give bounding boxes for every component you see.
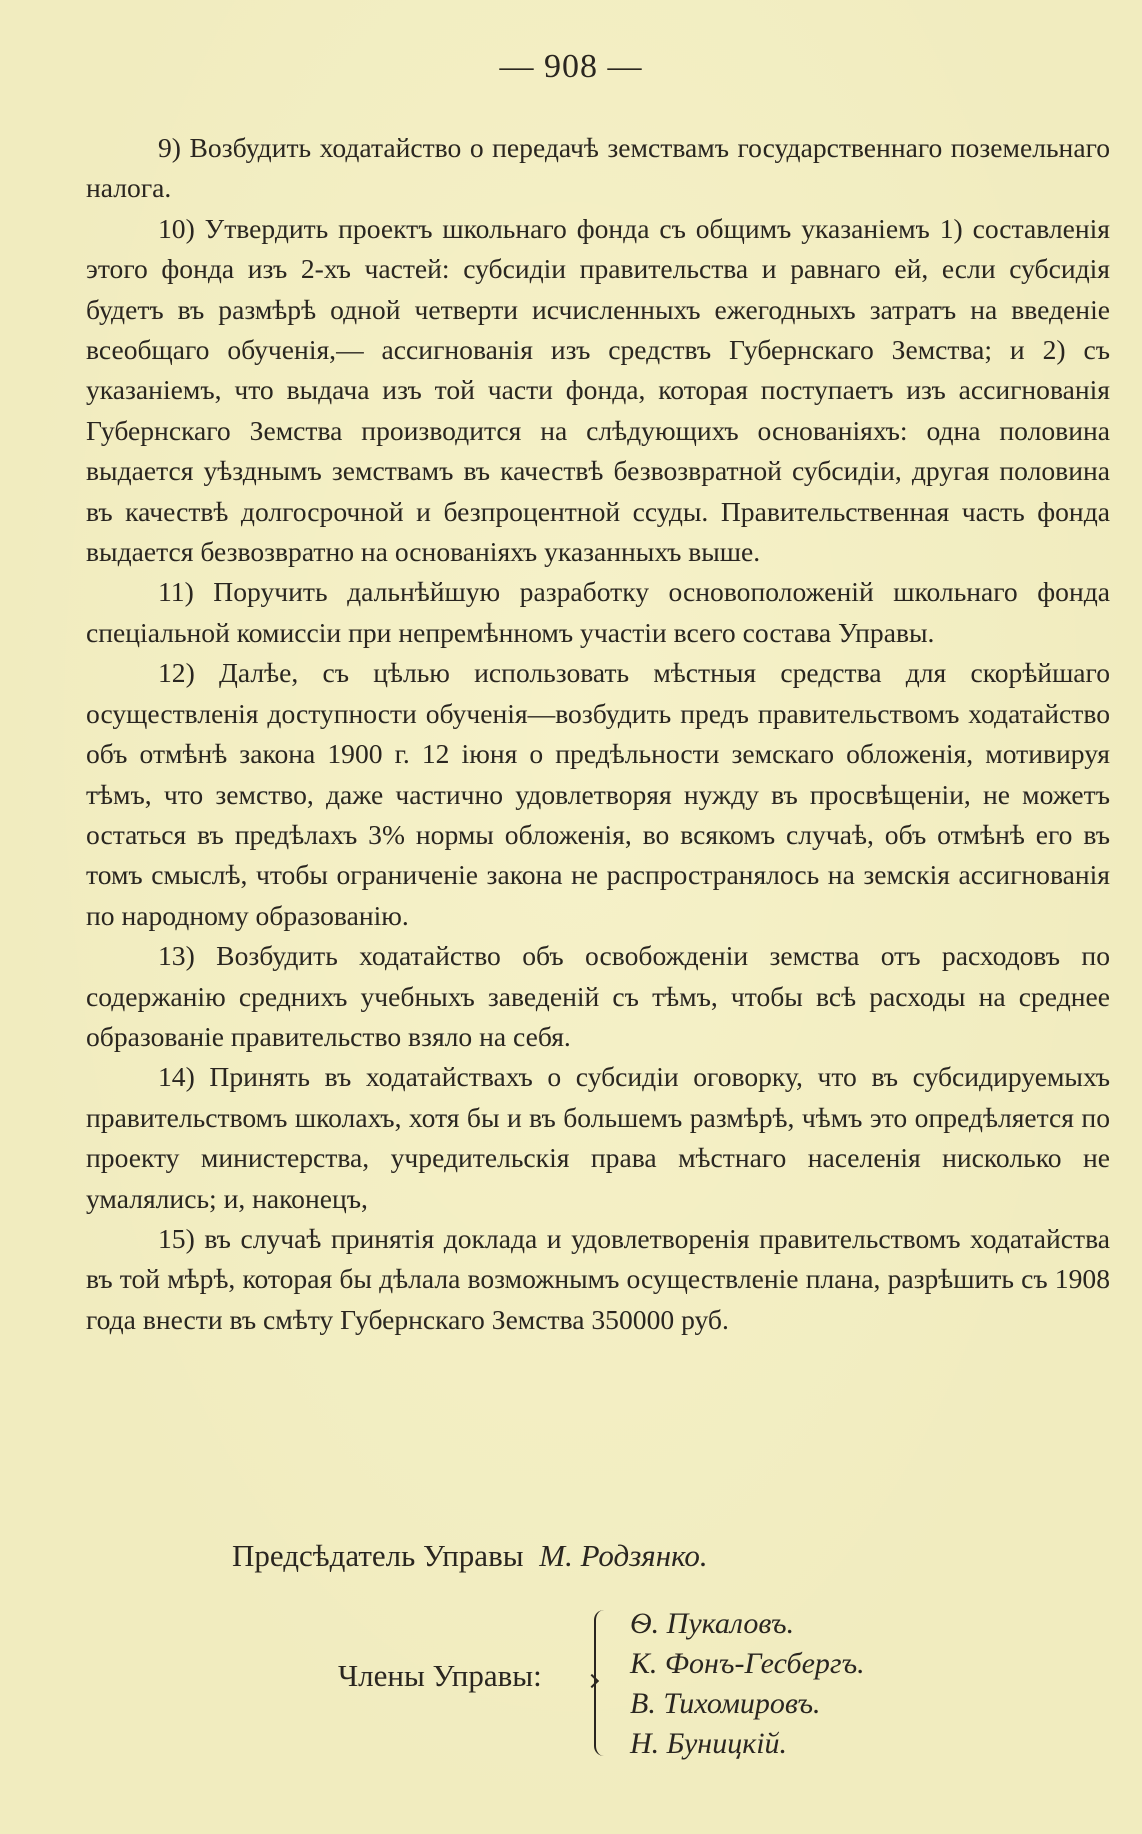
paragraph-item-9: 9) Возбудить ходатайство о передачѣ земствамъ государственнаго поземельнаго налога.: [86, 132, 1110, 204]
paragraph-item-15: 15) въ случаѣ принятія доклада и удовлетворенія правительствомъ ходатайства въ той мѣрѣ, которая бы дѣлала возможнымъ осуществленіе плана, разрѣшить съ 1908 года внести въ смѣту Губернскаго Земства 350000 руб.: [86, 1222, 1110, 1335]
left-brace: [594, 1610, 608, 1756]
members-label: Члены Управы:: [338, 1658, 542, 1693]
chairman-signature: [232, 1538, 708, 1574]
paragraph-item-14: 14) Принять въ ходатайствахъ о субсидіи оговорку, что въ субсидируемыхъ правительствомъ школахъ, хотя бы и въ большемъ размѣрѣ, чѣмъ это опредѣляется по проекту министерства, учредительскія права мѣстнаго населенія нисколько не умалялись; и, наконецъ,: [86, 1061, 1110, 1214]
member-name: К. Фонъ-Гесбергъ.: [630, 1647, 865, 1680]
board-members: [338, 1604, 958, 1764]
member-name: В. Тихомировъ.: [630, 1687, 821, 1720]
member-name: Н. Буницкій.: [630, 1727, 788, 1760]
paragraph-item-11: 11) Поручить дальнѣйшую разработку основоположеній школьнаго фонда спеціальной комиссіи при непремѣнномъ участіи всего состава Управы.: [86, 576, 1110, 648]
paragraph-item-12: 12) Далѣе, съ цѣлью использовать мѣстныя средства для скорѣйшаго осуществленія доступности обученія—возбудить предъ правительствомъ ходатайство объ отмѣнѣ закона 1900 г. 12 іюня о предѣльности земскаго обложенія, мотивируя тѣмъ, что земство, даже частично удовлетворяя нужду въ просвѣщеніи, не можетъ остаться въ предѣлахъ 3% нормы обложенія, во всякомъ случаѣ, объ отмѣнѣ его въ томъ смыслѣ, чтобы ограниченіе закона не распространялось на земскія ассигнованія по народному образованію.: [86, 657, 1110, 931]
member-list: [630, 1604, 865, 1764]
page-number: — 908 —: [499, 48, 643, 85]
chairman-title: Предсѣдатель Управы: [232, 1538, 524, 1573]
body-text: [86, 128, 1110, 1340]
chairman-name: М. Родзянко.: [539, 1538, 708, 1573]
paragraph-item-13: 13) Возбудить ходатайство объ освобожденіи земства отъ расходовъ по содержанію среднихъ учебныхъ заведеній съ тѣмъ, чтобы всѣ расходы на среднее образованіе правительство взяло на себя.: [86, 940, 1110, 1052]
member-name: Ѳ. Пукаловъ.: [630, 1607, 795, 1640]
paragraph-item-10: 10) Утвердить проектъ школьнаго фонда съ общимъ указаніемъ 1) составленія этого фонда изъ 2-хъ частей: субсидіи правительства и равнаго ей, если субсидія будетъ въ размѣрѣ одной четверти исчисленныхъ ежегодныхъ затратъ на введеніе всеобщаго обученія,— ассигнованія изъ средствъ Губернскаго Земства; и 2) съ указаніемъ, что выдача изъ той части фонда, которая поступаетъ изъ ассигнованія Губернскаго Земства производится на слѣдующихъ основаніяхъ: одна половина выдается уѣзднымъ земствамъ въ качествѣ безвозвратной субсидіи, другая половина въ качествѣ долгосрочной и безпроцентной ссуды. Правительственная часть фонда выдается безвозвратно на основаніяхъ указанныхъ выше.: [86, 212, 1110, 568]
